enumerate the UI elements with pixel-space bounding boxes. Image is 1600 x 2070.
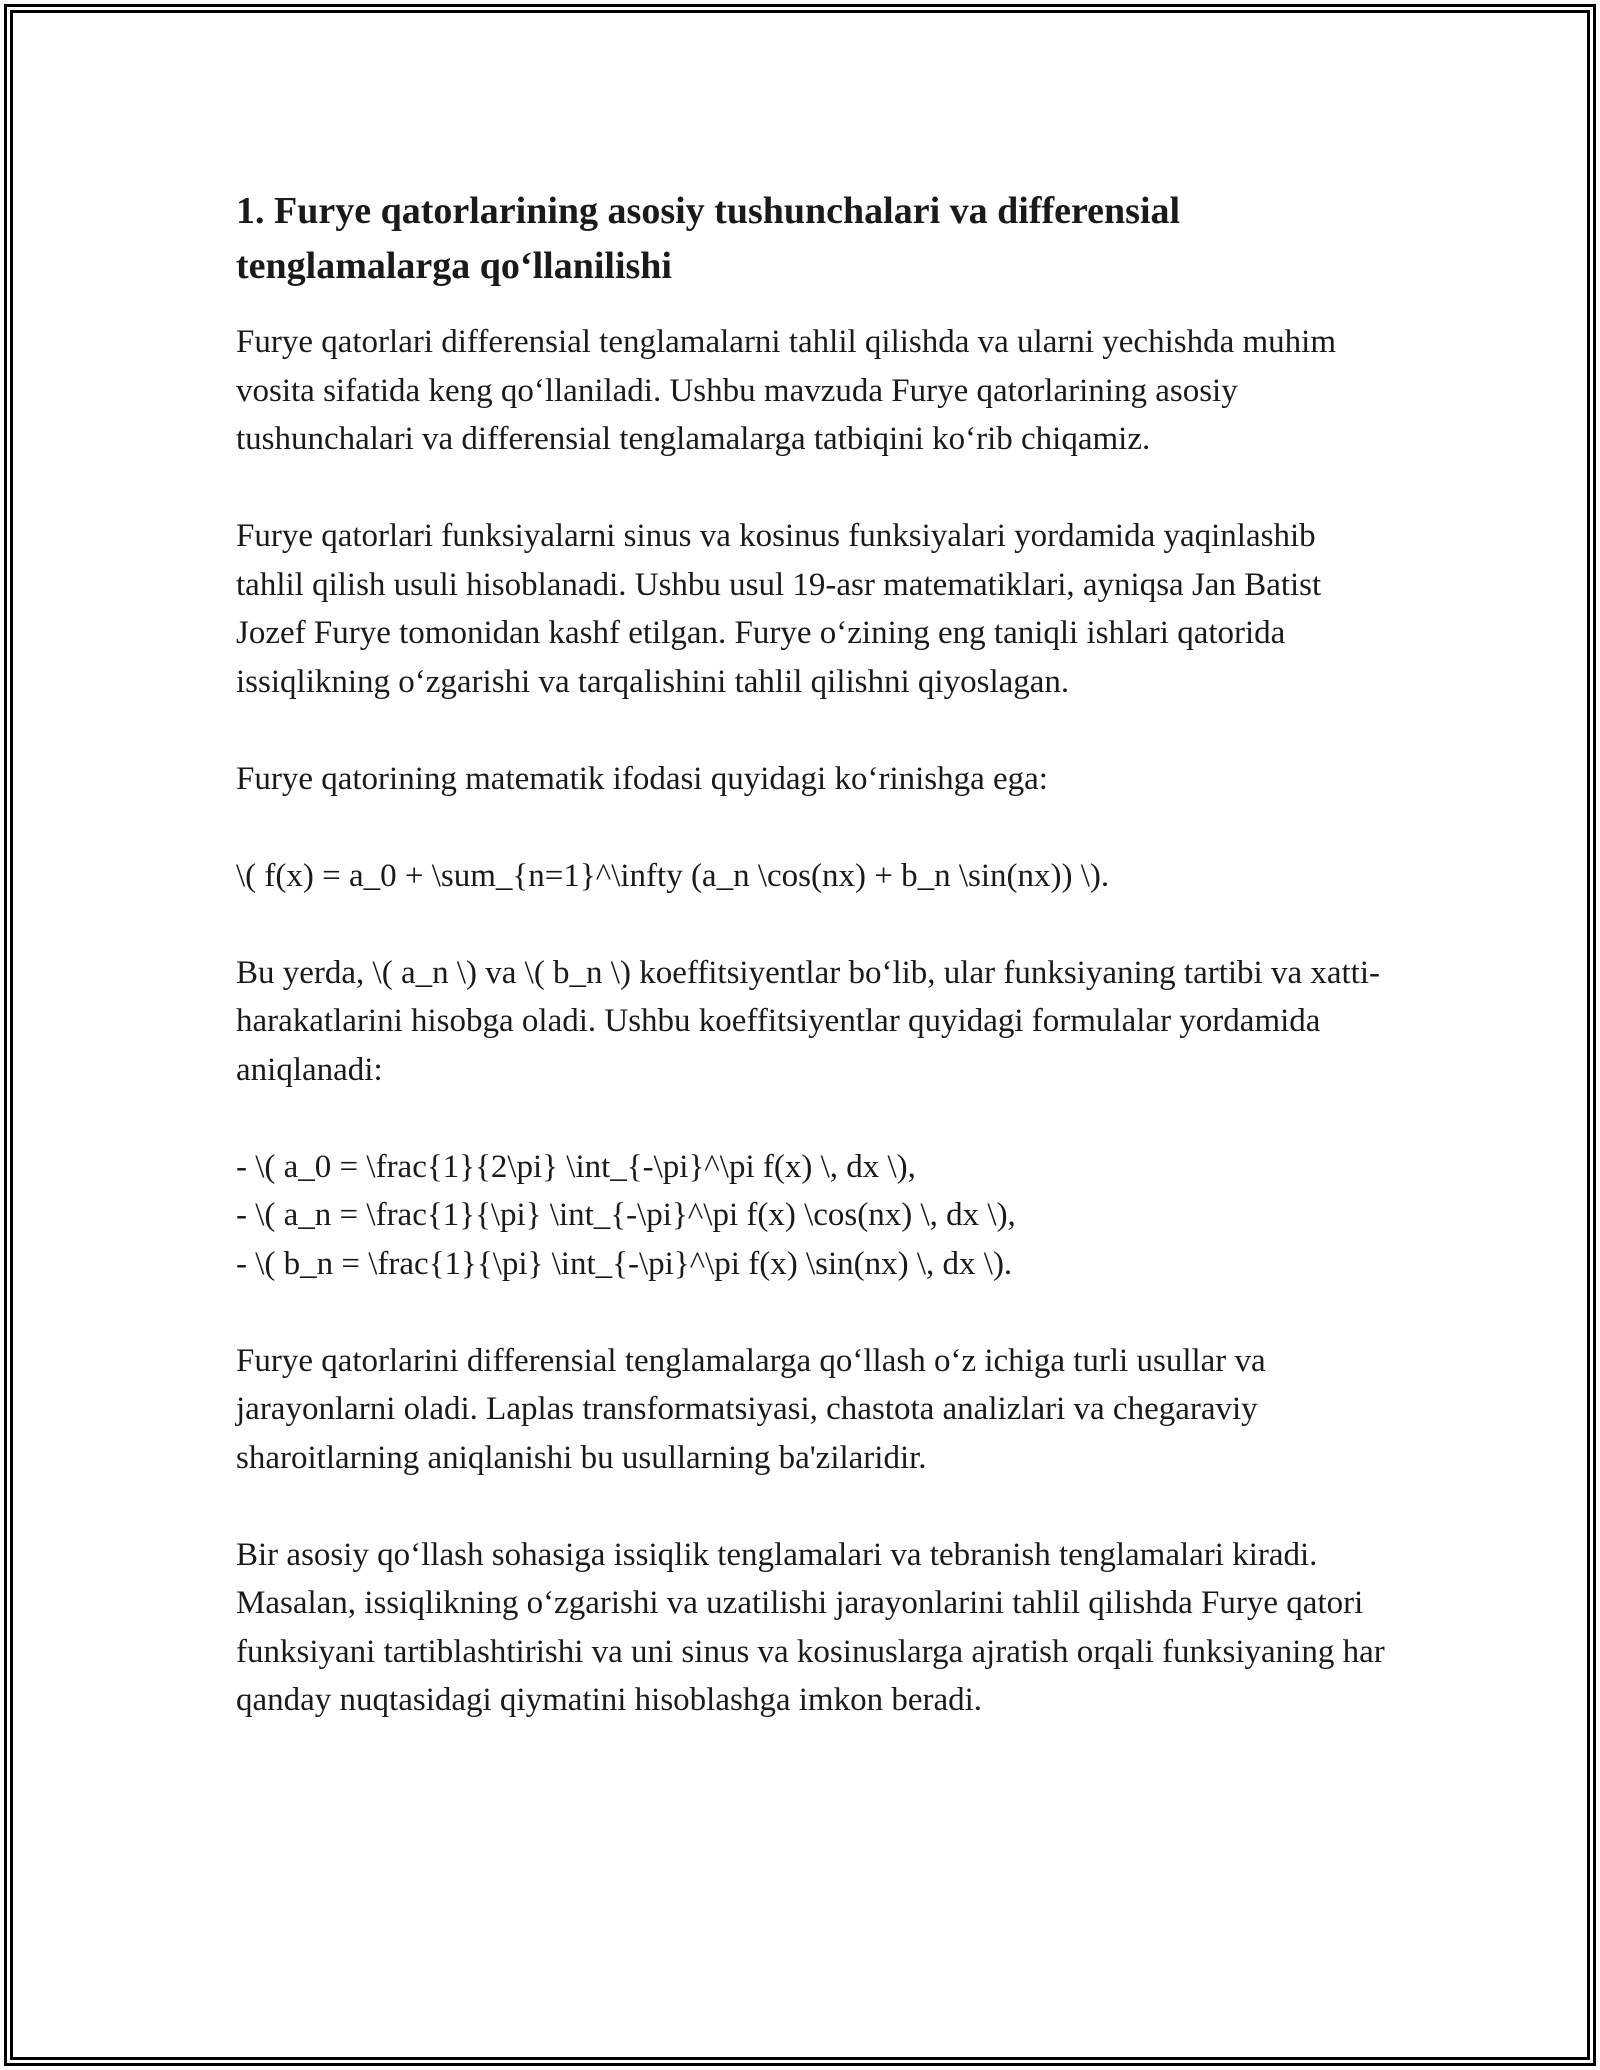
formula-an: - \( a_n = \frac{1}{\pi} \int_{-\pi}^\pi f(x) \cos(nx) \, dx \), <box>236 1197 1016 1233</box>
coefficient-formula-list <box>236 1143 1386 1289</box>
section-heading: 1. Furye qatorlarining asosiy tushunchalari va differensial tenglamalarga qo‘llanilishi <box>236 190 1181 287</box>
applications-paragraph: Furye qatorlarini differensial tenglamalarga qo‘llash o‘z ichiga turli usullar va jarayonlarni oladi. Laplas transformatsiyasi, chastota analizlari va chegaraviy sharoitlarning aniqlanishi bu usullarning ba'zilaridir. <box>236 1342 1266 1476</box>
document-body <box>236 184 1386 1773</box>
history-paragraph: Furye qatorlari funksiyalarni sinus va kosinus funksiyalari yordamida yaqinlashib tahlil qilish usuli hisoblanadi. Ushbu usul 19-asr matematiklari, ayniqsa Jan Batist Jozef Furye tomonidan kashf etilgan. Furye o‘zining eng taniqli ishlari qatorida issiqlikning o‘zgarishi va tarqalishini tahlil qilishni qiyoslagan. <box>236 518 1322 700</box>
coefficients-paragraph: Bu yerda, \( a_n \) va \( b_n \) koeffitsiyentlar bo‘lib, ular funksiyaning tartibi va xatti-harakatlarini hisobga oladi. Ushbu koeffitsiyentlar quyidagi formulalar yordamida aniqlanadi: <box>236 954 1381 1088</box>
intro-paragraph: Furye qatorlari differensial tenglamalarni tahlil qilishda va ularni yechishda muhim vosita sifatida keng qo‘llaniladi. Ushbu mavzuda Furye qatorlarining asosiy tushunchalari va differensial tenglamalarga tatbiqini ko‘rib chiqamiz. <box>236 324 1336 457</box>
fourier-series-formula: \( f(x) = a_0 + \sum_{n=1}^\infty (a_n \cos(nx) + b_n \sin(nx)) \). <box>236 857 1110 894</box>
formula-a0: - \( a_0 = \frac{1}{2\pi} \int_{-\pi}^\pi f(x) \, dx \), <box>236 1148 916 1185</box>
heat-equation-paragraph: Bir asosiy qo‘llash sohasiga issiqlik tenglamalari va tebranish tenglamalari kiradi. Masalan, issiqlikning o‘zgarishi va uzatilishi jarayonlarini tahlil qilishda Furye qatori funksiyani tartiblashtirishi va uni sinus va kosinuslarga ajratish orqali funksiyaning har qanday nuqtasidagi qiymatini hisoblashga imkon beradi. <box>236 1536 1385 1718</box>
formula-intro-paragraph: Furye qatorining matematik ifodasi quyidagi ko‘rinishga ega: <box>236 760 1048 797</box>
formula-bn: - \( b_n = \frac{1}{\pi} \int_{-\pi}^\pi f(x) \sin(nx) \, dx \). <box>236 1245 1013 1282</box>
